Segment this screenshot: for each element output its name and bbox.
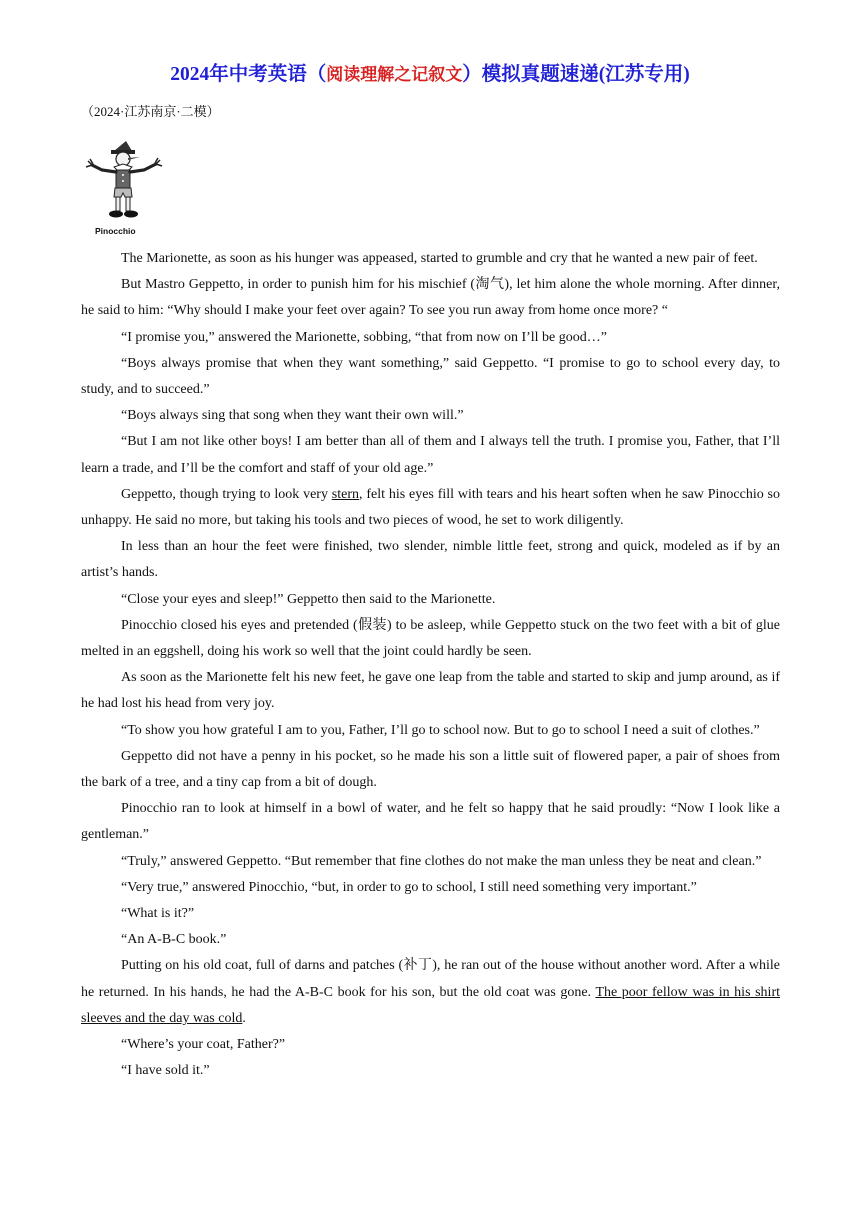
paragraph-text: “What is it?” <box>121 906 195 922</box>
story-paragraph <box>81 1032 780 1058</box>
pinocchio-illustration <box>80 137 168 239</box>
paragraph-text: “Very true,” answered Pinocchio, “but, in order to go to school, I still need something very important.” <box>121 879 697 895</box>
story-paragraph <box>81 272 780 324</box>
story-paragraph <box>81 927 780 953</box>
paragraph-text: “Close your eyes and sleep!” Geppetto then said to the Marionette. <box>121 591 496 607</box>
paragraph-text: Pinocchio ran to look at himself in a bowl of water, and he felt so happy that he said proudly: “Now I look like a gentleman.” <box>81 801 780 843</box>
paragraph-text: As soon as the Marionette felt his new feet, he gave one leap from the table and started to skip and jump around, as if he had lost his head from very joy. <box>81 670 780 712</box>
source-label: （2024·江苏南京·二模） <box>81 104 220 119</box>
story-paragraph <box>81 953 780 1032</box>
story-paragraph <box>81 613 780 665</box>
paragraph-text: “To show you how grateful I am to you, Father, I’ll go to school now. But to go to school I need a suit of clothes.” <box>121 722 760 738</box>
paragraph-text: “I have sold it.” <box>121 1063 210 1079</box>
paragraph-text: Geppetto, though trying to look very <box>121 486 332 502</box>
story-paragraph <box>81 403 780 429</box>
paragraph-text: Pinocchio closed his eyes and pretended (假装) to be asleep, while Geppetto stuck on the two feet with a bit of glue melted in an eggshell, doing his work so well that the joint could hardly be seen. <box>81 617 780 660</box>
story-paragraph <box>81 325 780 351</box>
paragraph-text: In less than an hour the feet were finished, two slender, nimble little feet, strong and quick, modeled as if by an artist’s hands. <box>81 539 780 581</box>
figure-caption: Pinocchio <box>95 226 136 236</box>
paragraph-text: , felt his eyes fill with tears and his heart soften when he saw Pinocchio so unhappy. He said no more, but taking his tools and two pieces of wood, he set to work diligently. <box>81 486 780 529</box>
story-text <box>81 246 780 1085</box>
story-paragraph <box>81 875 780 901</box>
paragraph-text: But Mastro Geppetto, in order to punish him for his mischief (淘气), let him alone the whole morning. After dinner, he said to him: “Why should I make your feet over again? To see you run away from home once more? “ <box>81 277 780 319</box>
story-paragraph <box>81 482 780 534</box>
paragraph-text: “Boys always sing that song when they want their own will.” <box>121 408 464 424</box>
pinocchio-icon <box>80 137 168 227</box>
story-paragraph <box>81 849 780 875</box>
paragraph-text: “An A-B-C book.” <box>121 932 227 948</box>
paragraph-text: “Truly,” answered Geppetto. “But remember that fine clothes do not make the man unless they be neat and clean.” <box>121 853 762 869</box>
story-paragraph <box>81 718 780 744</box>
paragraph-text: “Where’s your coat, Father?” <box>121 1037 286 1053</box>
document-title <box>0 58 860 86</box>
paragraph-text: “I promise you,” answered the Marionette, sobbing, “that from now on I’ll be good…” <box>121 329 607 345</box>
paragraph-text: Putting on his old coat, full of darns and patches (补丁), he ran out of the house without another word. After a while he returned. In his hands, he had the A-B-C book for his son, but the old coat was gone. <box>81 958 780 1000</box>
story-paragraph <box>81 587 780 613</box>
story-paragraph <box>81 901 780 927</box>
story-paragraph <box>81 1058 780 1084</box>
paragraph-text: Geppetto did not have a penny in his pocket, so he made his son a little suit of flowered paper, a pair of shoes from the bark of a tree, and a tiny cap from a bit of dough. <box>81 748 780 791</box>
title-prefix: 2024年中考英语（ <box>170 64 327 85</box>
paragraph-text: The Marionette, as soon as his hunger was appeased, started to grumble and cry that he wanted a new pair of feet. <box>121 251 758 266</box>
paragraph-text: “Boys always promise that when they want something,” said Geppetto. “I promise to go to school every day, to study, and to succeed.” <box>81 355 780 398</box>
title-suffix: ）模拟真题速递(江苏专用) <box>462 64 690 85</box>
story-paragraph <box>81 796 780 848</box>
story-paragraph <box>81 246 780 272</box>
story-paragraph <box>81 429 780 481</box>
story-paragraph <box>81 351 780 403</box>
story-paragraph <box>81 534 780 586</box>
underlined-text: The poor fellow was in his shirt sleeves and the day was cold <box>81 984 780 1026</box>
story-paragraph <box>81 744 780 796</box>
paragraph-text: . <box>242 1010 246 1026</box>
underlined-text: stern <box>331 486 360 502</box>
story-paragraph <box>81 665 780 717</box>
title-genre: 阅读理解之记叙文 <box>326 65 463 84</box>
paragraph-text: “But I am not like other boys! I am better than all of them and I always tell the truth. I promise you, Father, that I’ll learn a trade, and I’ll be the comfort and staff of your old age.” <box>81 434 780 476</box>
